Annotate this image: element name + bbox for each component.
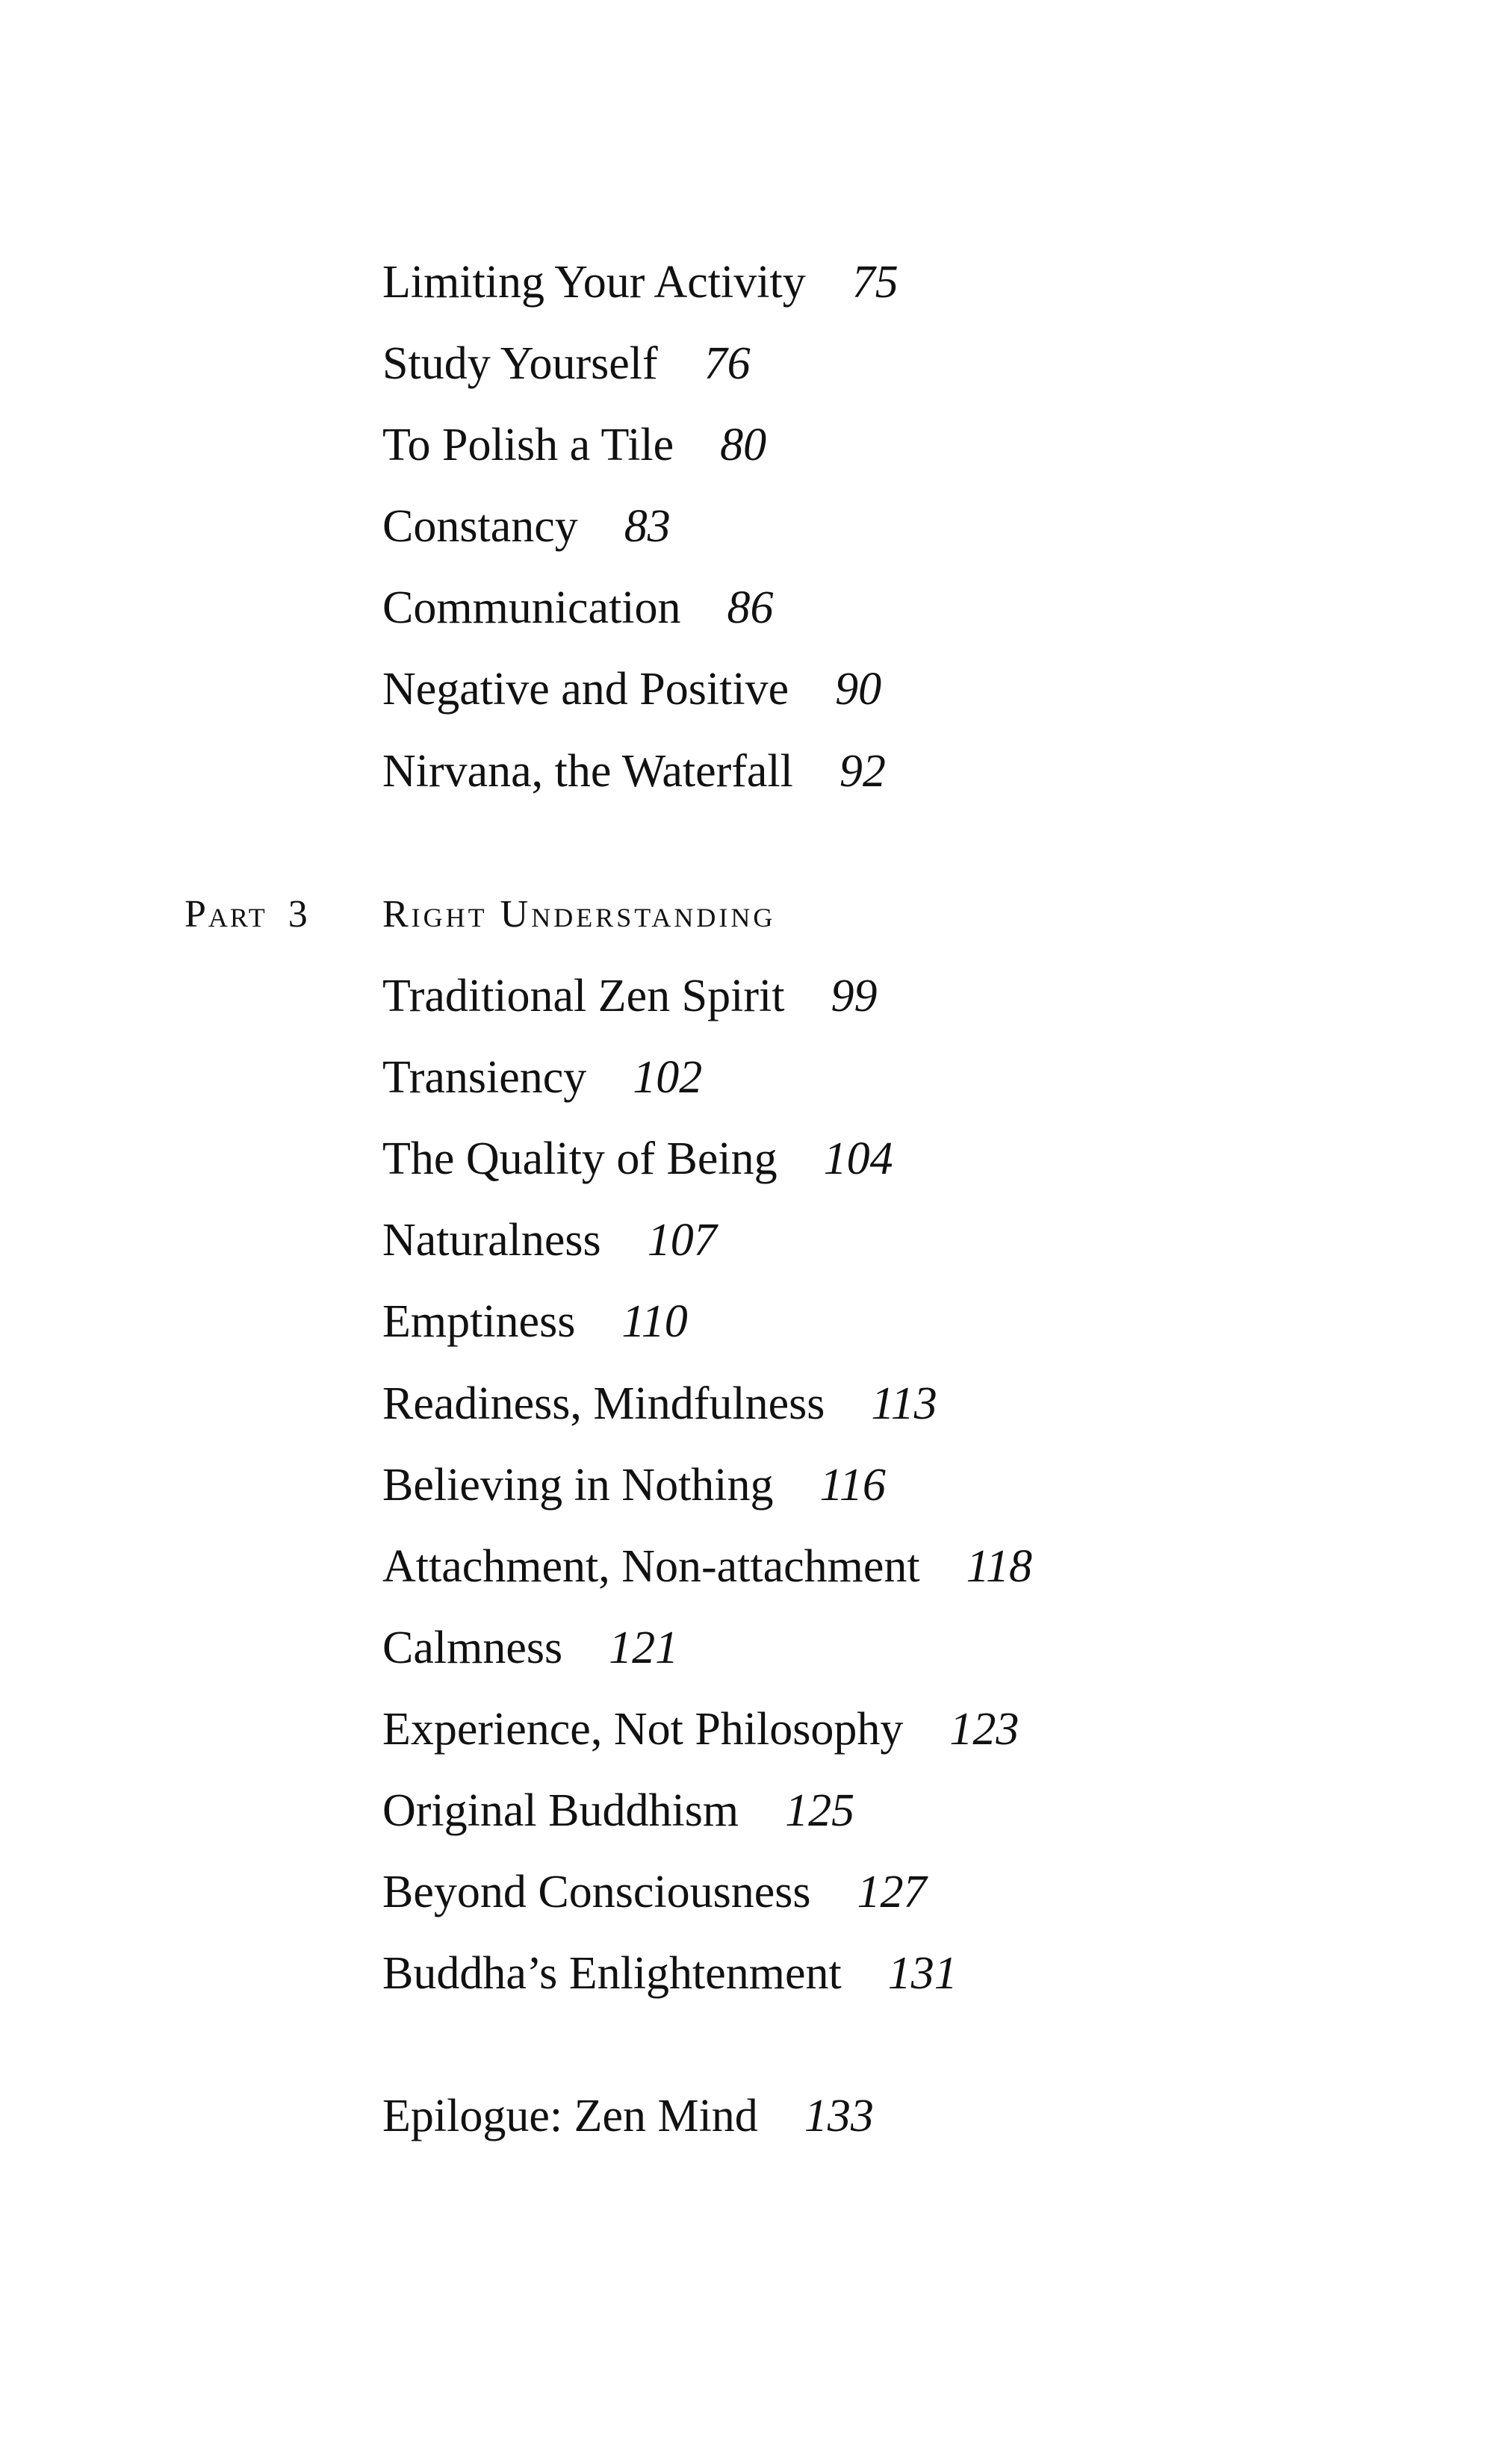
toc-entry <box>382 578 774 638</box>
entry-title: Believing in Nothing <box>382 1460 774 1511</box>
entry-page-number: 99 <box>831 971 878 1021</box>
entry-page-number: 133 <box>804 2091 874 2141</box>
entry-title: Experience, Not Philosophy <box>382 1704 904 1755</box>
toc-entry <box>382 741 886 801</box>
entry-title: Readiness, Mindfulness <box>382 1378 825 1429</box>
entry-page-number: 125 <box>785 1785 855 1836</box>
entry-page-number: 102 <box>633 1052 703 1103</box>
entry-title: Epilogue: Zen Mind <box>382 2091 758 2141</box>
part-label <box>184 885 310 945</box>
toc-entry <box>382 1048 702 1107</box>
entry-title: Original Buddhism <box>382 1785 739 1836</box>
entry-page-number: 92 <box>839 746 886 797</box>
entry-title: Beyond Consciousness <box>382 1867 811 1917</box>
toc-entry <box>382 1781 854 1841</box>
entry-title: Naturalness <box>382 1215 601 1266</box>
part-title: Right Understanding <box>382 893 776 936</box>
epilogue-entry <box>382 2086 874 2146</box>
toc-entry <box>382 966 877 1026</box>
entry-page-number: 113 <box>871 1378 937 1429</box>
entry-title: Communication <box>382 582 681 633</box>
entry-page-number: 80 <box>720 420 767 470</box>
entry-page-number: 116 <box>819 1460 886 1511</box>
entry-page-number: 131 <box>887 1948 958 1999</box>
entry-title: The Quality of Being <box>382 1133 778 1184</box>
entry-title: Transiency <box>382 1052 587 1103</box>
entry-page-number: 76 <box>704 338 751 389</box>
entry-title: Study Yourself <box>382 338 658 389</box>
entry-page-number: 90 <box>835 664 882 715</box>
part-number: 3 <box>288 893 310 936</box>
entry-page-number: 86 <box>727 582 774 633</box>
toc-entry <box>382 497 671 556</box>
part-word: Part <box>184 893 267 936</box>
toc-entry <box>382 1455 886 1515</box>
entry-page-number: 75 <box>851 257 899 308</box>
entry-title: Calmness <box>382 1623 563 1673</box>
entry-page-number: 127 <box>857 1867 927 1917</box>
entry-page-number: 83 <box>624 501 671 552</box>
entry-title: Buddha’s Enlightenment <box>382 1948 842 1999</box>
toc-entry <box>382 415 766 475</box>
entry-title: Negative and Positive <box>382 664 789 715</box>
entry-title: Constancy <box>382 501 578 552</box>
toc-entry <box>382 1944 958 2003</box>
entry-page-number: 107 <box>647 1215 717 1266</box>
entry-page-number: 121 <box>609 1623 679 1673</box>
toc-entry <box>382 1618 678 1678</box>
entry-title: Limiting Your Activity <box>382 257 806 308</box>
toc-entry <box>382 1699 1019 1759</box>
entry-page-number: 110 <box>621 1296 688 1347</box>
entry-title: Traditional Zen Spirit <box>382 971 785 1021</box>
entry-page-number: 123 <box>949 1704 1019 1755</box>
toc-entry <box>382 334 751 393</box>
entry-title: Attachment, Non-attachment <box>382 1541 920 1592</box>
entry-page-number: 104 <box>823 1133 893 1184</box>
entry-page-number: 118 <box>966 1541 1033 1592</box>
entry-title: Emptiness <box>382 1296 576 1347</box>
toc-entry <box>382 1537 1032 1596</box>
toc-entry <box>382 1210 717 1270</box>
toc-entry <box>382 659 881 719</box>
toc-entry <box>382 1292 688 1351</box>
toc-entry <box>382 1862 927 1922</box>
entry-title: Nirvana, the Waterfall <box>382 746 793 797</box>
toc-entry <box>382 252 899 312</box>
entry-title: To Polish a Tile <box>382 420 674 470</box>
toc-entry <box>382 1129 893 1189</box>
toc-entry <box>382 1374 937 1434</box>
